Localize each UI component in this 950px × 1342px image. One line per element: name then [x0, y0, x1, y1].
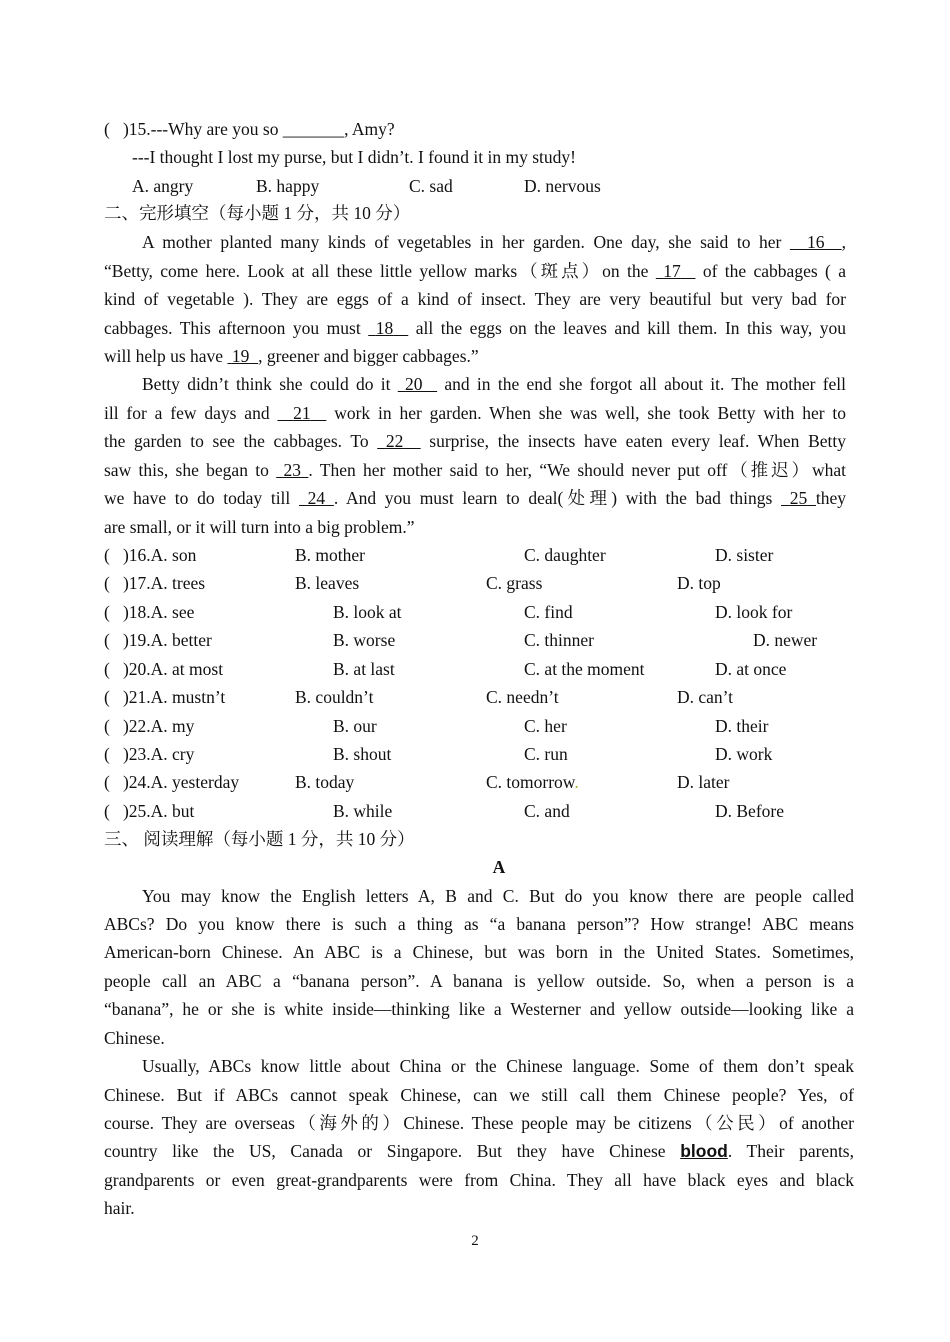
page-number: 2: [471, 1233, 479, 1249]
reading-p2-line4: country like the US, Canada or Singapore. But they have Chinese blood. Their parents,: [104, 1141, 854, 1161]
reading-p1-line1: You may know the English letters A, B and C. But do you know there are people called: [142, 886, 854, 906]
stray-dot: .: [574, 772, 579, 792]
cloze-p1-line1: A mother planted many kinds of vegetables in her garden. One day, she said to her 16 ,: [142, 232, 847, 252]
q15-option-a: A. angry: [132, 176, 194, 196]
blank-18: 18: [375, 318, 394, 338]
blank-25: 25: [789, 488, 808, 508]
reading-p1-line4: people call an ABC a “banana person”. A banana is yellow outside. So, when a person is a: [104, 971, 854, 991]
cloze-p2-line5: we have to do today till 24 . And you must learn to deal(处理) with the bad things 25 they: [104, 488, 847, 508]
cloze-p2-line3: the garden to see the cabbages. To 22 surprise, the insects have eaten every leaf. When Betty: [104, 431, 846, 451]
reading-p2-line1: Usually, ABCs know little about China or the Chinese language. Some of them don’t speak: [142, 1056, 854, 1076]
reading-p2-line2: Chinese. But if ABCs cannot speak Chinese, can we still call them Chinese people? Yes, of: [104, 1085, 854, 1105]
reading-p1-line2: ABCs? Do you know there is such a thing as “a banana person”? How strange! ABC means: [104, 914, 854, 934]
reading-p2-line6: hair.: [104, 1198, 135, 1218]
section3-heading: 三、 阅读理解（每小题 1 分，共 10 分）: [104, 829, 415, 849]
blank-21: 21: [293, 403, 311, 423]
passage-title: A: [492, 857, 506, 877]
blank-24: 24: [307, 488, 326, 508]
blank-20: 20: [405, 374, 423, 394]
q15-option-d: D. nervous: [524, 176, 601, 196]
cloze-p2-line1: Betty didn’t think she could do it 20 and in the end she forgot all about it. The mother fell: [142, 374, 847, 394]
q15-option-c: C. sad: [409, 176, 453, 196]
reading-p2-line5: grandparents or even great-grandparents were from China. They all have black eyes and black: [104, 1170, 854, 1190]
q15-reply: ---I thought I lost my purse, but I didn’t. I found it in my study!: [132, 147, 576, 167]
reading-p2-line3: course. They are overseas（海外的）Chinese. These people may be citizens（公民）of another: [104, 1113, 854, 1133]
q15-option-b: B. happy: [256, 176, 320, 196]
cloze-p1-line3: kind of vegetable ). They are eggs of a kind of insect. They are very beautiful but very bad for: [104, 289, 846, 309]
reading-p1-line5: “banana”, he or she is white inside—thinking like a Westerner and yellow outside—looking like a: [104, 999, 854, 1019]
keyword-blood: blood: [680, 1141, 728, 1161]
cloze-p1-line2: “Betty, come here. Look at all these little yellow marks（斑点）on the 17 of the cabbages ( a: [104, 261, 846, 281]
q15-stem: ( )15.---Why are you so _______, Amy?: [104, 119, 395, 139]
blank-22: 22: [385, 431, 404, 451]
blank-23: 23: [283, 460, 302, 480]
cloze-p2-line2: ill for a few days and 21 work in her garden. When she was well, she took Betty with her to: [104, 403, 847, 423]
section2-heading: 二、完形填空（每小题 1 分，共 10 分）: [104, 203, 411, 223]
cloze-p2-line6: are small, or it will turn into a big problem.”: [104, 517, 415, 537]
cloze-p1-line5: will help us have 19 , greener and bigger cabbages.”: [104, 346, 479, 366]
reading-p1-line6: Chinese.: [104, 1028, 165, 1048]
blank-16: 16: [807, 232, 825, 252]
cloze-p2-line4: saw this, she began to 23 . Then her mother said to her, “We should never put off（推迟）what: [104, 460, 847, 480]
reading-p1-line3: American-born Chinese. An ABC is a Chinese, but was born in the United States. Sometimes,: [104, 942, 854, 962]
exam-page: ( )15.---Why are you so _______, Amy? ---I thought I lost my purse, but I didn’t. I found it in my study! A. angry B. happy C. sad D. nervous 二、完形填空（每小题 1 分，共 10 分） A mother planted many kinds of vegetables in her garden. One day, she said to her 16 , “Betty, come here. Look at all these little yellow marks（斑点）on the 17 of the cabbages ( a kind of vegetable ). They are eggs of a kind of insect. They are very beautiful but very bad for cabbages. This afternoon you must 18 all the eggs on the leaves and kill them. In this way, you will help us have 19 , greener and bigger cabbages.” Betty didn’t think she could do it 20 and in the end she forgot all about it. The mother fell ill for a few days and 21 work in her garden. When she was well, she took Betty with her to the garden to see the cabbages. To 22 surprise, the insects have eaten every leaf. When Betty saw this, she began to 23 . Then her mother said to her, “We should never put off（推迟）what we have to do today till 24 . And you must learn to deal(处理) with the bad things 25 they are small, or it will turn into a big problem.” ( )16.A. son B. mother C. daughter D. sister ( )17.A. trees B. leaves C. grass D. top ( )18.A. see B. look at C. find D. look for ( )19.A. better B. worse C. thinner D. newer ( )20.A. at most B. at last C. at the moment D. at once ( )21.A. mustn’t B. couldn’t C. needn’t D. can’t ( )22.A. my B. our C. her D. their ( )23.A. cry B. shout C. run D. work ( )24.A. yesterday B. today C. tomorrow. D. later ( )25.A. but B. while C. and D. Before 三、 阅读理解（每小题 1 分，共 10 分） A You may know the English letters A, B and C. But do you know there are people called ABCs? Do you know there is such a thing as “a banana person”? How strange! ABC means American-born Chinese. An ABC is a Chinese, but was born in the United States. Sometimes, people call an ABC a “banana person”. A banana is yellow outside. So, when a person is a “banana”, he or she is white inside—thinking like a Westerner and yellow outside—looking like a Chinese. Usually, ABCs know little about China or the Chinese language. Some of them don’t speak Chinese. But if ABCs cannot speak Chinese, can we still call them Chinese people? Yes, of course. They are overseas（海外的）Chinese. These people may be citizens（公民）of another country like the US, Canada or Singapore. But they have Chinese blood. Their parents, grandparents or even great-grandparents were from China. They all have black eyes and black hair. 2: [0, 0, 950, 1342]
blank-19: 19: [231, 346, 250, 366]
cloze-p1-line4: cabbages. This afternoon you must 18 all the eggs on the leaves and kill them. In this way, you: [104, 318, 846, 338]
blank-17: 17: [663, 261, 681, 281]
